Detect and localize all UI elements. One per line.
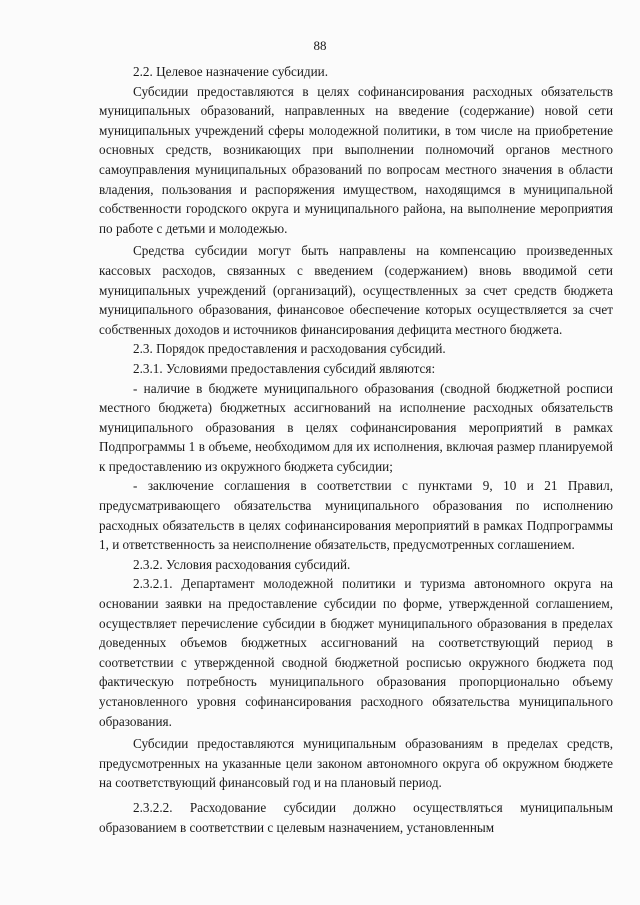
section-heading-2-3-1: 2.3.1. Условиями предоставления субсидий являются:: [133, 360, 436, 376]
paragraph-subsidy-limits: Субсидии предоставляются муниципальным образованиям в пределах средств, предусмотренных на указанные цели законом автономного округа об окружном бюджете на соответствующий финансовый год и на плановый период.: [99, 736, 613, 791]
condition-item-agreement: - заключение соглашения в соответствии с пунктами 9, 10 и 21 Правил, предусматривающего обязательства муниципального образования по исполнению расходных обязательств в целях софинансирования мероприятий в рамках Подпрограммы 1, и ответственность за неисполнение обязательств, предусмотренных соглашением.: [99, 478, 613, 553]
paragraph-funds-usage: Средства субсидии могут быть направлены на компенсацию произведенных кассовых расходов, связанных с введением (содержанием) вновь вводимой сети муниципальных учреждений (организаций), осуществленных за счет средств бюджета муниципального образования, финансовое обеспечение которых осуществляется за счет собственных доходов и источников финансирования дефицита местного бюджета.: [99, 243, 613, 337]
document-body: [99, 62, 613, 837]
condition-item-budget: - наличие в бюджете муниципального образования (сводной бюджетной росписи местного бюджета) бюджетных ассигнований на исполнение расходных обязательств муниципального образования в целях софинансирования мероприятий в рамках Подпрограммы 1 в объеме, необходимом для их исполнения, включая размер планируемой к предоставлению из окружного бюджета субсидии;: [99, 380, 613, 474]
section-heading-2-2: 2.2. Целевое назначение субсидии.: [133, 64, 329, 79]
section-heading-2-3-2: 2.3.2. Условия расходования субсидий.: [133, 556, 351, 572]
paragraph-purpose: Субсидии предоставляются в целях софинансирования расходных обязательств муниципальных образований, направленных на введение (содержание) новой сети муниципальных учреждений сферы молодежной политики, в том числе на приобретение основных средств, возникающих при выполнении полномочий органов местного самоуправления муниципальных образований по вопросам местного значения в области владения, пользования и распоряжения имуществом, находящимся в муниципальной собственности городского округа и муниципального района, на выполнение мероприятия по работе с детьми и молодежью.: [99, 83, 613, 236]
section-heading-2-3: 2.3. Порядок предоставления и расходования субсидий.: [133, 341, 446, 357]
paragraph-2-3-2-2: 2.3.2.2. Расходование субсидии должно осуществляться муниципальным образованием в соответствии с целевым назначением, установленным: [99, 799, 613, 835]
paragraph-2-3-2-1: 2.3.2.1. Департамент молодежной политики и туризма автономного округа на основании заявки на предоставление субсидии по форме, утвержденной соглашением, осуществляет перечисление субсидии в бюджет муниципального образования в пределах доведенных объемов бюджетных ассигнований на соответствующий период в соответствии с утвержденной сводной бюджетной росписью окружного бюджета под фактическую потребность муниципального образования пропорционально объему установленного уровня софинансирования расходного обязательства муниципального образования.: [99, 576, 613, 729]
page-number: 88: [313, 38, 327, 53]
